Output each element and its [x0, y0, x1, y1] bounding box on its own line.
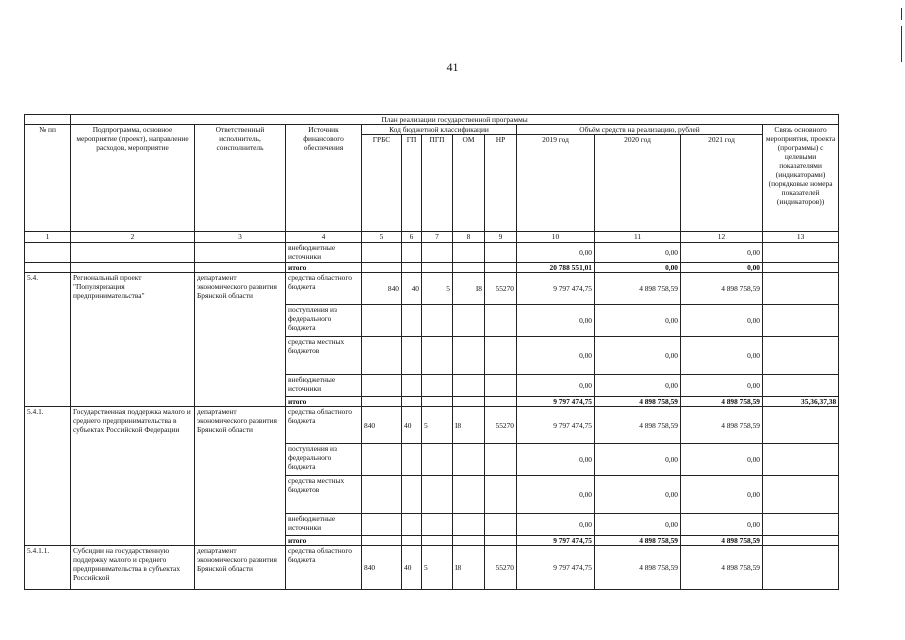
source-label: средства местных бюджетов: [286, 337, 362, 375]
item-number: 5.4.1.: [25, 407, 71, 546]
item-number: 5.4.1.1.: [25, 546, 71, 590]
header-nr: НР: [485, 135, 517, 232]
value-2021: 0,00: [681, 444, 763, 476]
header-subprogram: Подпрограмма, основное мероприятие (проект), направление расходов, мероприятие: [71, 125, 195, 232]
item-responsible: департамент экономического развития Брянской области: [195, 407, 286, 546]
total-2019: 9 797 474,75: [517, 397, 595, 407]
value-2020: 0,00: [595, 476, 681, 514]
col-number: 7: [422, 232, 453, 243]
value-2020: 0,00: [595, 337, 681, 375]
col-number: 3: [195, 232, 286, 243]
source-label: внебюджетные источники: [286, 375, 362, 397]
indicator-link: 35,36,37,38: [763, 397, 839, 407]
item-responsible: департамент экономического развития Брянской области: [195, 546, 286, 590]
header-num: № пп: [25, 125, 71, 232]
total-2020: 4 898 758,59: [595, 397, 681, 407]
code-grbs: 840: [362, 273, 402, 305]
value-2020: 0,00: [595, 444, 681, 476]
value-2020: 4 898 758,59: [595, 546, 681, 590]
value-2021: 4 898 758,59: [681, 546, 763, 590]
header-gp: ГП: [402, 135, 422, 232]
col-number: 12: [681, 232, 763, 243]
header-responsible: Ответственный исполнитель, соисполнитель: [195, 125, 286, 232]
total-2019: 20 788 551,01: [517, 263, 595, 273]
col-number: 9: [485, 232, 517, 243]
item-name: Субсидии на государственную поддержку малого и среднего предпринимательства в субъектах Российской: [71, 546, 195, 590]
code-pgp: 5: [422, 546, 453, 590]
scan-edge-mark: [901, 26, 902, 62]
source-label: средства областного бюджета: [286, 407, 362, 444]
table-title: План реализации государственной программы: [71, 115, 839, 125]
source-label: внебюджетные источники: [286, 514, 362, 536]
header-budget-code: Код бюджетной классификации: [362, 125, 517, 135]
total-label: итого: [286, 536, 362, 546]
total-2021: 4 898 758,59: [681, 536, 763, 546]
item-number: 5.4.: [25, 273, 71, 407]
col-number: 6: [402, 232, 422, 243]
source-label: поступления из федерального бюджета: [286, 305, 362, 337]
column-number-row: [25, 232, 839, 243]
value-2020: 4 898 758,59: [595, 273, 681, 305]
page-number: 41: [446, 60, 459, 74]
value-2020: 0,00: [595, 514, 681, 536]
col-number: 8: [453, 232, 485, 243]
value-2019: 9 797 474,75: [517, 407, 595, 444]
col-number: 2: [71, 232, 195, 243]
source-label: средства областного бюджета: [286, 546, 362, 590]
header-2019: 2019 год: [517, 135, 595, 232]
scan-edge-mark: [901, 8, 902, 20]
table-row: [25, 263, 839, 273]
header-om: ОМ: [453, 135, 485, 232]
header-pgp: ПГП: [422, 135, 453, 232]
source-label: средства областного бюджета: [286, 273, 362, 305]
value-2021: 4 898 758,59: [681, 407, 763, 444]
value-2019: 0,00: [517, 375, 595, 397]
value-2021: 4 898 758,59: [681, 273, 763, 305]
item-name: Региональный проект "Популяризация предпринимательства": [71, 273, 195, 407]
source-label: средства местных бюджетов: [286, 476, 362, 514]
value-2020: 4 898 758,59: [595, 407, 681, 444]
value-2019: 0,00: [517, 514, 595, 536]
value-2021: 0,00: [681, 305, 763, 337]
value-2021: 0,00: [681, 476, 763, 514]
col-number: 5: [362, 232, 402, 243]
value-2019: 9 797 474,75: [517, 273, 595, 305]
value-2021: 0,00: [681, 514, 763, 536]
code-gp: 40: [402, 546, 422, 590]
header-2020: 2020 год: [595, 135, 681, 232]
value-2020: 0,00: [595, 375, 681, 397]
header-source: Источник финансового обеспечения: [286, 125, 362, 232]
program-plan-table: [24, 114, 839, 590]
code-grbs: 840: [362, 407, 402, 444]
item-name: Государственная поддержка малого и среднего предпринимательства в субъектах Российской Федерации: [71, 407, 195, 546]
value-2021: 0,00: [681, 375, 763, 397]
value-2019: 0,00: [517, 444, 595, 476]
col-number: 1: [25, 232, 71, 243]
header-2021: 2021 год: [681, 135, 763, 232]
col-number: 4: [286, 232, 362, 243]
code-om: I8: [453, 407, 485, 444]
total-label: итого: [286, 263, 362, 273]
header-link: Связь основного мероприятия, проекта (программы) с целевыми показателями (индикаторами) (порядковые номера показателей (индикаторов)): [763, 125, 839, 232]
value-2019: 0,00: [517, 476, 595, 514]
code-pgp: 5: [422, 407, 453, 444]
value-2019: 0,00: [517, 305, 595, 337]
code-om: I8: [453, 546, 485, 590]
total-label: итого: [286, 397, 362, 407]
code-grbs: 840: [362, 546, 402, 590]
table-row: [25, 273, 839, 305]
code-nr: 55270: [485, 273, 517, 305]
total-2021: 4 898 758,59: [681, 397, 763, 407]
code-om: I8: [453, 273, 485, 305]
table-row: [25, 546, 839, 590]
col-number: 13: [763, 232, 839, 243]
table-row: [25, 407, 839, 444]
source-label: внебюджетные источники: [286, 243, 362, 263]
value-2019: 0,00: [517, 243, 595, 263]
table-row: [25, 243, 839, 263]
code-pgp: 5: [422, 273, 453, 305]
source-label: поступления из федерального бюджета: [286, 444, 362, 476]
value-2021: 0,00: [681, 337, 763, 375]
header-grbs: ГРБС: [362, 135, 402, 232]
code-nr: 55270: [485, 546, 517, 590]
value-2019: 0,00: [517, 337, 595, 375]
item-responsible: департамент экономического развития Брянской области: [195, 273, 286, 407]
value-2020: 0,00: [595, 305, 681, 337]
code-gp: 40: [402, 407, 422, 444]
total-2021: 0,00: [681, 263, 763, 273]
header-volume: Объём средств на реализацию, рублей: [517, 125, 763, 135]
code-gp: 40: [402, 273, 422, 305]
col-number: 11: [595, 232, 681, 243]
code-nr: 55270: [485, 407, 517, 444]
col-number: 10: [517, 232, 595, 243]
value-2020: 0,00: [595, 243, 681, 263]
value-2021: 0,00: [681, 243, 763, 263]
total-2019: 9 797 474,75: [517, 536, 595, 546]
total-2020: 0,00: [595, 263, 681, 273]
total-2020: 4 898 758,59: [595, 536, 681, 546]
value-2019: 9 797 474,75: [517, 546, 595, 590]
